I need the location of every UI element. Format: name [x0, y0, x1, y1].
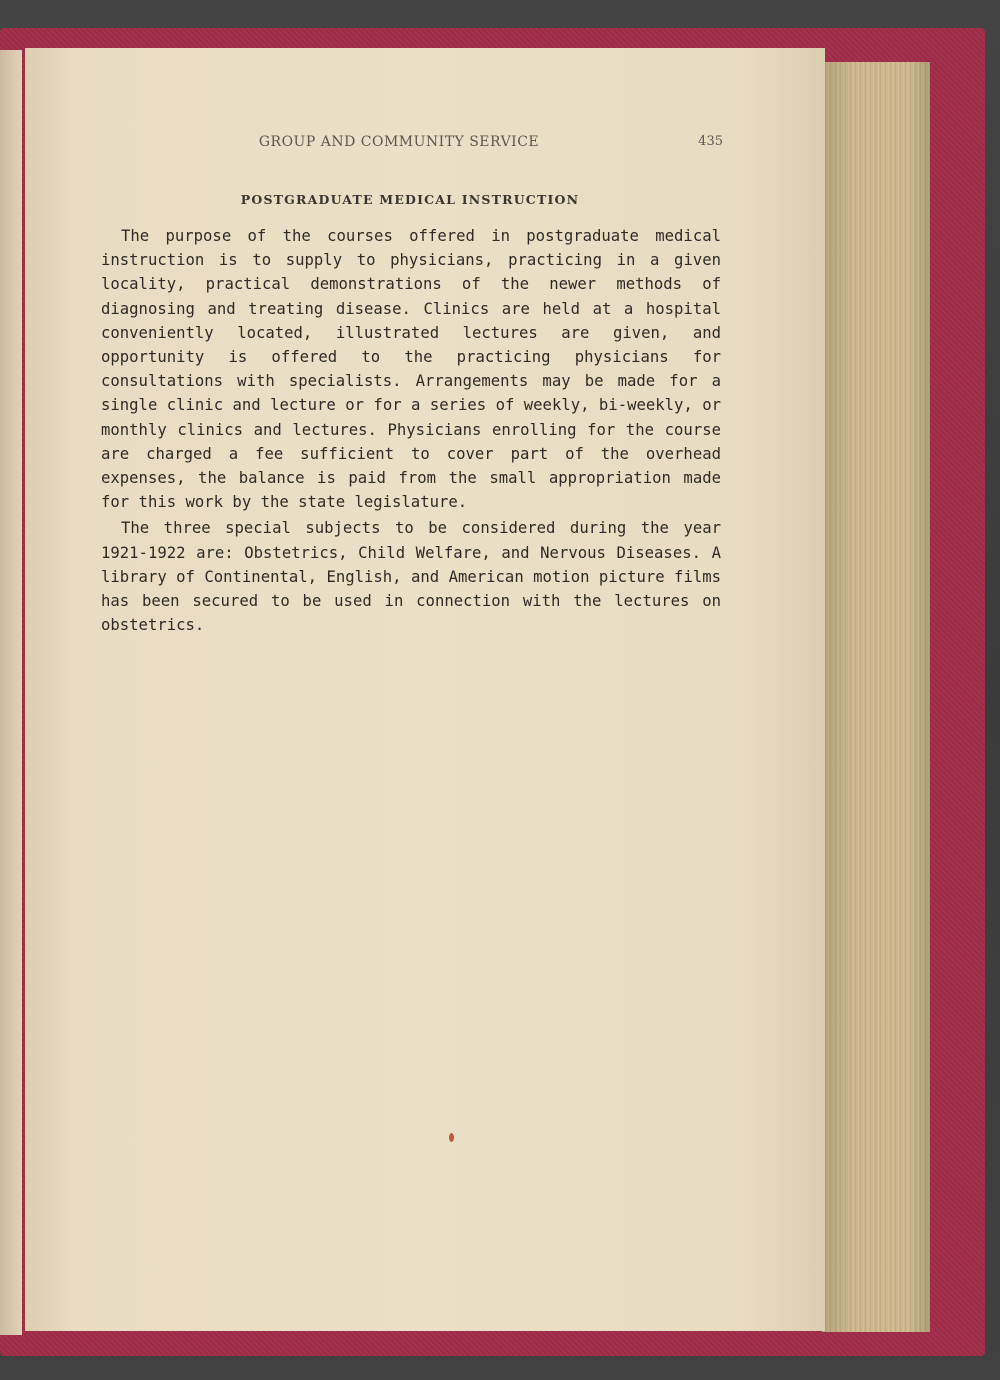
page-number: 435	[698, 134, 723, 149]
paper-speck	[449, 1133, 454, 1142]
facing-page-edge	[0, 50, 22, 1335]
running-head	[75, 134, 723, 154]
paragraph: The three special subjects to be considered during the year 1921-1922 are: Obstetrics, Child Welfare, and Nervous Diseases. A library of Continental, English, and American motion picture films has been secured to be used in connection with the lectures on obstetrics.	[101, 519, 721, 635]
body-text	[101, 224, 721, 637]
page-block-shadow	[822, 62, 930, 1332]
section-title: POSTGRADUATE MEDICAL INSTRUCTION	[240, 192, 580, 207]
paragraph: The purpose of the courses offered in postgraduate medical instruction is to supply to physicians, practicing in a given locality, practical demonstrations of the newer methods of diagnosing and treating disease. Clinics are held at a hospital conveniently located, illustrated lectures are given, and opportunity is offered to the practicing physicians for consultations with specialists. Arrangements may be made for a single clinic and lecture or for a series of weekly, bi-weekly, or monthly clinics and lectures. Physicians enrolling for the course are charged a fee sufficient to cover part of the overhead expenses, the balance is paid from the small appropriation made for this work by the state legislature.	[101, 227, 721, 512]
running-title: GROUP AND COMMUNITY SERVICE	[258, 134, 540, 150]
